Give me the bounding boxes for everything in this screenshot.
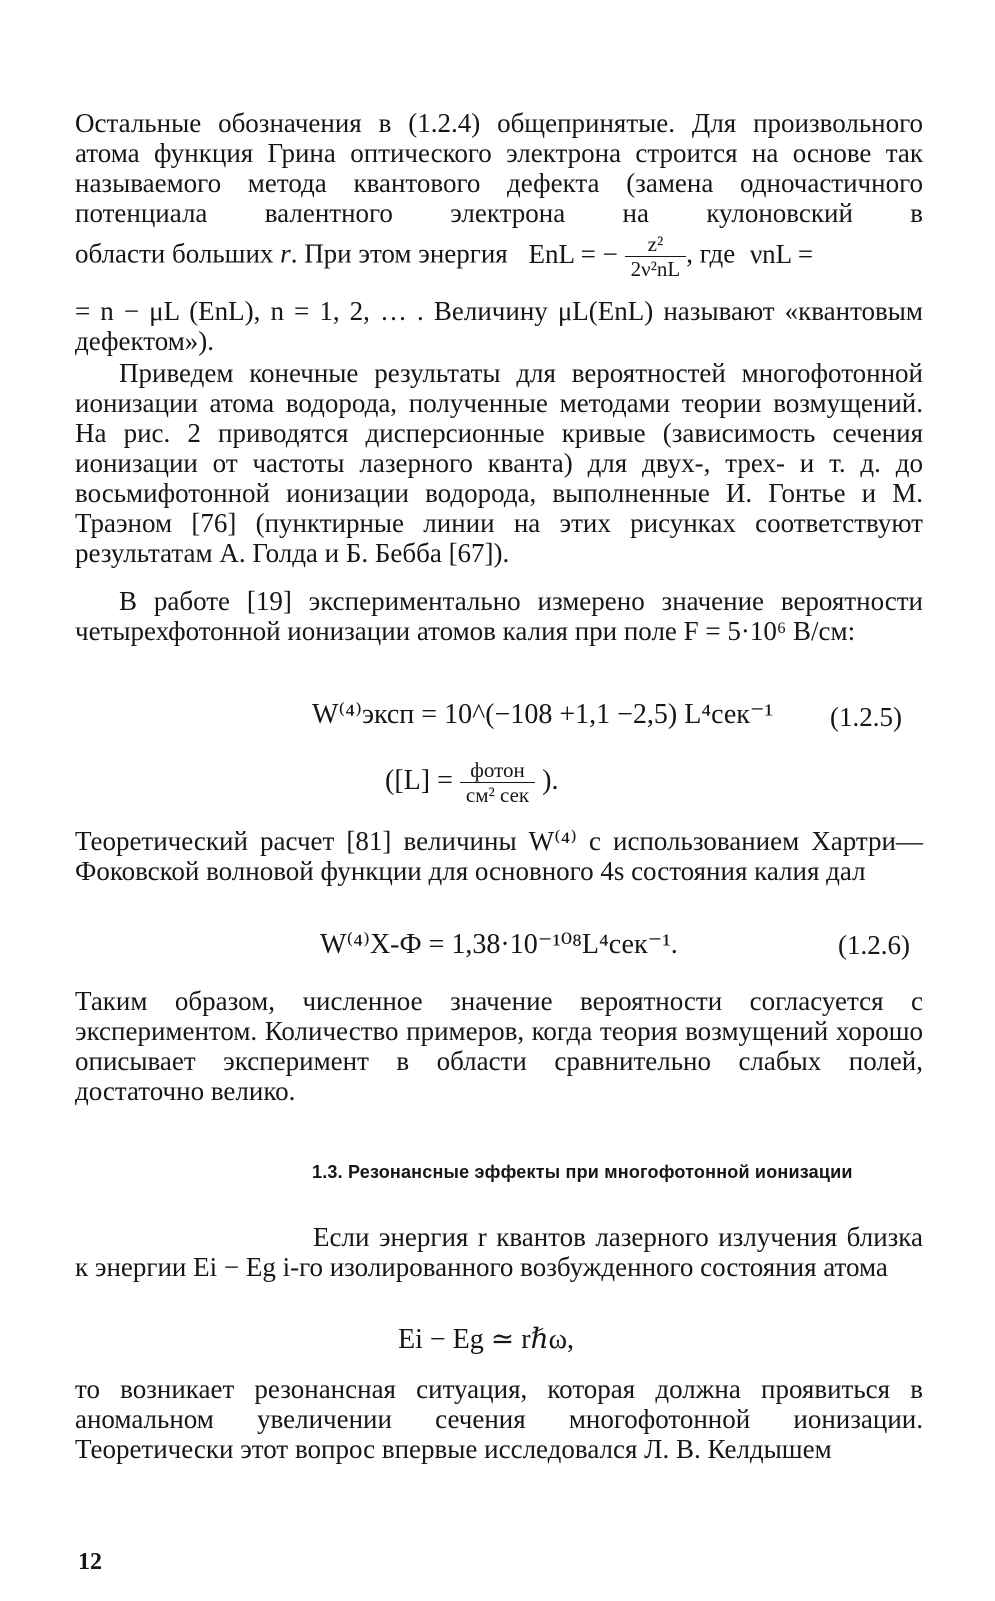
units-numerator: фотон bbox=[460, 758, 535, 783]
nu-definition: = n − μL (EnL), n = 1, 2, … . bbox=[75, 296, 424, 326]
text-where: , где bbox=[686, 238, 736, 269]
text-region-of-large: области больших bbox=[75, 238, 274, 269]
paragraph-conclusion: Таким образом, численное значение вероятности согласуется с экспериментом. Количество примеров, когда теория возмущений хорошо описывает эксперимент в области сравнительно слабых полей, достаточно велико. bbox=[75, 986, 923, 1106]
nu-lhs: νnL = bbox=[749, 238, 814, 269]
resonance-condition: Ei − Eg ≃ rℏω, bbox=[398, 1324, 575, 1355]
units-close: ). bbox=[542, 764, 559, 796]
units-fraction bbox=[460, 758, 535, 807]
quantum-defect-text: Величину μL(EnL) называют «квантовым дефектом»). bbox=[75, 296, 924, 356]
equation-number-1-2-5: (1.2.5) bbox=[830, 702, 902, 732]
energy-numerator: z² bbox=[625, 232, 687, 257]
text-at-this-energy: . При этом энергия bbox=[290, 238, 508, 269]
paragraph-quantum-defect bbox=[75, 296, 923, 356]
equation-number-1-2-6: (1.2.6) bbox=[838, 930, 910, 960]
paragraph-theory: Теоретический расчет [81] величины W⁽⁴⁾ с использованием Хартри—Фоковской волновой функции для основного 4s состояния калия дал bbox=[75, 826, 923, 886]
equation-1-2-5: W⁽⁴⁾эксп = 10^(−108 +1,1 −2,5) L⁴сек⁻¹ bbox=[312, 699, 774, 730]
variable-r: r bbox=[280, 238, 291, 269]
units-definition bbox=[385, 758, 558, 807]
equation-1-2-6: W⁽⁴⁾Х-Ф = 1,38·10⁻¹⁰⁸L⁴сек⁻¹. bbox=[320, 929, 678, 960]
energy-definition-line bbox=[75, 232, 923, 281]
page-number: 12 bbox=[78, 1549, 102, 1575]
section-heading: 1.3. Резонансные эффекты при многофотонной ионизации bbox=[312, 1162, 853, 1182]
energy-fraction bbox=[625, 232, 687, 281]
paragraph-resonance: то возникает резонансная ситуация, которая должна проявиться в аномальном увеличении сечения многофотонной ионизации. Теоретически этот вопрос впервые исследовался Л. В. Келдышем bbox=[75, 1374, 923, 1464]
paragraph-results: Приведем конечные результаты для вероятностей многофотонной ионизации атома водорода, полученные методами теории возмущений. На рис. 2 приводятся дисперсионные кривые (зависимость сечения ионизации от частоты лазерного кванта) для двух-, трех- и т. д. до восьмифотонной ионизации водорода, выполненные И. Гонтье и М. Траэном [76] (пунктирные линии на этих рисунках соответствуют результатам А. Голда и Б. Бебба [67]). bbox=[75, 358, 923, 568]
energy-lhs: EnL = − bbox=[528, 238, 618, 269]
paragraph-experiment: В работе [19] экспериментально измерено значение вероятности четырехфотонной ионизации атомов калия при поле F = 5·10⁶ В/см: bbox=[75, 586, 923, 646]
paragraph-resonance-intro: Если энергия r квантов лазерного излучения близка к энергии Ei − Eg i-го изолированного возбужденного состояния атома bbox=[75, 1222, 923, 1282]
units-denominator: см² сек bbox=[465, 783, 530, 807]
energy-denominator: 2ν²nL bbox=[630, 257, 681, 281]
units-lhs: ([L] = bbox=[385, 764, 453, 796]
paragraph-intro: Остальные обозначения в (1.2.4) общепринятые. Для произвольного атома функция Грина оптического электрона строится на основе так называемого метода квантового дефекта (замена одночастичного потенциала валентного электрона на кулоновский в bbox=[75, 108, 923, 228]
